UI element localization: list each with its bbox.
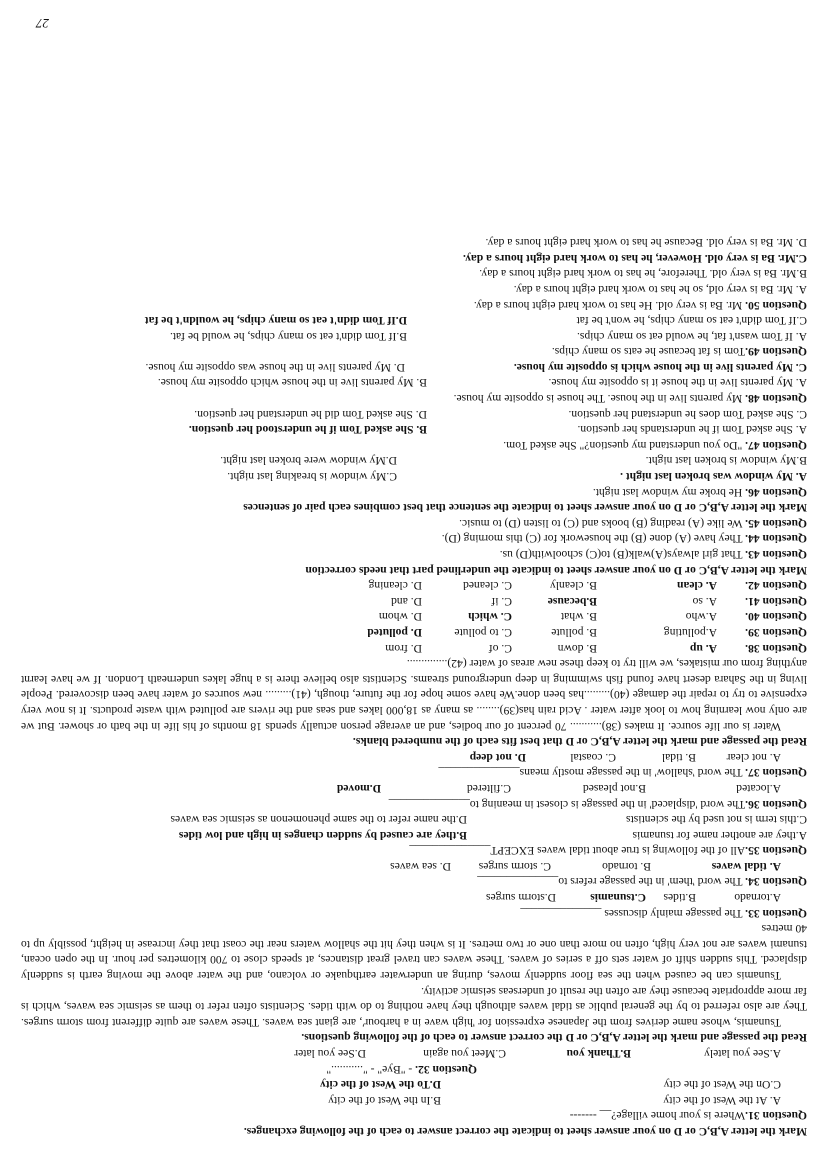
q34-label: Question 34. <box>745 875 807 889</box>
q37-option-b: B. tidal <box>661 750 696 764</box>
q50-option-b: B.Mr. Ba is very old. Therefore, he has to work hard eight hours a day. <box>479 267 807 281</box>
q38-option-c: C. of <box>488 641 512 655</box>
q37-option-a: A. not clear <box>726 750 781 764</box>
q38-option-d: D. from <box>385 641 422 655</box>
q41-row <box>21 593 807 609</box>
q42-option-b: B. cleanly <box>549 579 597 593</box>
q38-option-a: A. up <box>689 641 717 655</box>
q46-option-a: A. My window was broken last night . <box>620 470 807 484</box>
q34-option-d: D. sea waves <box>390 859 451 873</box>
q50-option-a: A. Mr. Ba is very old, so he has to work hard eight hours a day. <box>513 282 807 296</box>
q47-options-row-1 <box>21 422 807 438</box>
q50-label: Question 50. <box>745 298 807 312</box>
q32-stem <box>21 1061 807 1077</box>
q33-option-a: A.tornado <box>734 891 781 905</box>
q39-label: Question 39. <box>745 626 807 639</box>
q32-label: Question 32. <box>415 1062 477 1076</box>
q36-option-a: A.located <box>736 781 781 795</box>
q48-label: Question 48. <box>745 392 807 406</box>
q43-line <box>21 546 807 562</box>
q50-option-c: C.Mr. Ba is very old. However, he has to work hard eight hours a day. <box>462 251 807 265</box>
q47-stem <box>21 437 807 453</box>
q34-option-a: A. tidal waves <box>711 859 781 873</box>
q35-stem <box>21 843 807 859</box>
q40-option-d: D. whom <box>378 610 422 624</box>
tsunami-paragraph-2: Tsunamis can be caused when the sea floor suddenly moves, during an underwater earthquake or volcano, and the water above the moving earth is suddenly displaced. This sudden shift of water sets off a series of waves. These waves can travel great distances, at speeds close to 700 kilometres per hour. In the open ocean, tsunami waves are not very high, often no more than one or two metres. It is when they hit the shallow waters near the coast that they increase in height, possibly up to 40 metres <box>21 922 807 983</box>
section-2-header: Read the passage and mark the letter A,B,C or D the correct answer to each of the following questions. <box>301 1031 807 1045</box>
q48-options-row-2 <box>21 359 807 375</box>
q36-stem <box>21 796 807 812</box>
section-4-header: Mark the letter A,B,C or D on your answer sheet to indicate the underlined part that needs correction <box>305 563 807 577</box>
q46-options-row-2 <box>21 453 807 469</box>
q46-option-b: B.My window is broken last night. <box>645 454 807 468</box>
q49-text: Tom is fat because he eats so many chips. <box>551 345 746 359</box>
q35-text: All of the following is true about tidal waves EXCEPT______________ <box>409 844 746 858</box>
q31-options-row-1 <box>21 1092 807 1108</box>
q41-option-b: B.because <box>547 594 597 608</box>
q48-option-c: C. My parents live in the house which is opposite my house. <box>513 360 807 374</box>
q36-option-d: D.moved <box>336 781 381 795</box>
q46-stem <box>21 484 807 500</box>
q42-option-a: A. clean <box>677 579 717 593</box>
q36-text: The word 'displaced' in the passage is closest in meaning to______________ <box>388 797 746 811</box>
q46-option-c: C.My window is breaking last night. <box>227 470 397 484</box>
q31-label: Question 31. <box>745 1109 807 1123</box>
page-number: 27 <box>36 16 49 31</box>
q32-option-a: A.See you lately <box>704 1047 781 1061</box>
q41-label: Question 41. <box>745 594 807 608</box>
q43-text: That girl always(A)walk(B) to(C) schoolwith(D) us. <box>499 548 743 562</box>
q32-text: - "Bye" - "..........." <box>326 1062 413 1076</box>
q35-option-b: B.they are caused by sudden changes in high and low tides <box>178 828 467 842</box>
q35-option-c: C.this term is not used by the scientists <box>626 813 807 827</box>
q40-option-b: B. what <box>560 610 597 624</box>
q46-options-row-1 <box>21 468 807 484</box>
q38-option-b: B. down <box>557 641 597 655</box>
q33-stem <box>21 905 807 921</box>
section-5-header: Mark the letter A,B,C or D on your answer sheet to indicate the sentence that best combines each pair of sentences <box>243 501 807 515</box>
q42-option-d: D. cleaning <box>368 579 422 593</box>
q37-option-d: D. not deep <box>469 750 526 764</box>
section-1-header: Mark the letter A,B,C or D on your answer sheet to indicate the correct answer to each of the following exchanges. <box>243 1125 807 1138</box>
q35-options-row-2 <box>21 812 807 828</box>
q49-label: Question 49. <box>745 345 807 359</box>
q36-label: Question 36. <box>745 797 807 811</box>
q46-text: He broke my window last night. <box>592 485 743 499</box>
q39-row <box>21 624 807 640</box>
q42-label: Question 42. <box>745 579 807 593</box>
q34-option-b: B. tornado <box>602 859 651 873</box>
q39-option-c: C. to pollute <box>454 626 512 639</box>
q40-option-c: C. which <box>468 610 512 624</box>
q45-text: We like (A) reading (B) books and (C) to listen (D) to music. <box>459 516 743 530</box>
document-body <box>21 235 807 1139</box>
q46-option-d: D.My window were broken last night. <box>220 454 397 468</box>
q35-options-row-1 <box>21 827 807 843</box>
q31-text: Where is your home village?__ ------- <box>569 1109 746 1123</box>
q47-options-row-2 <box>21 406 807 422</box>
q36-option-c: C.filtered <box>466 781 511 795</box>
q42-option-c: C. cleaned <box>463 579 512 593</box>
q50-option-d: D. Mr. Ba is very old. Because he has to work hard eight hours a day. <box>485 236 807 250</box>
q33-option-b: B.tides <box>663 891 696 905</box>
q34-stem <box>21 874 807 890</box>
q39-option-b: B. pollute <box>551 626 597 639</box>
q49-options-row-2 <box>21 313 807 329</box>
q48-option-a: A. My parents live in the house it is opposite my house. <box>548 376 807 390</box>
q49-stem <box>21 344 807 360</box>
q38-label: Question 38. <box>745 641 807 655</box>
q46-label: Question 46. <box>745 485 807 499</box>
q35-label: Question 35. <box>745 844 807 858</box>
q33-option-c: C.tsunamis <box>590 891 646 905</box>
q47-option-c: C. She asked Tom does he understand her question. <box>568 407 807 421</box>
q45-label: Question 45. <box>745 516 807 530</box>
q47-text: "Do you understand my question?" She asked Tom. <box>503 438 743 452</box>
q50-stem <box>21 297 807 313</box>
q48-option-d: D. My parents live in the house was opposite my house. <box>145 360 405 374</box>
q40-label: Question 40. <box>745 610 807 624</box>
q50-text: Mr. Ba is very old. He has to work hard eight hours a day. <box>473 298 743 312</box>
q31-option-a: A. At the West of the city <box>663 1093 781 1107</box>
q48-options-row-1 <box>21 375 807 391</box>
q33-text: The passage mainly discusses ______________ <box>520 906 743 920</box>
q35-option-d: D.the name refer to the same phenomenon as seismic sea waves <box>170 813 467 827</box>
q40-option-a: A.who <box>685 610 717 624</box>
q31-stem <box>21 1108 807 1124</box>
q37-label: Question 37. <box>745 766 807 780</box>
q32-option-c: C.Meet you again <box>423 1047 506 1061</box>
q31-option-d: D.To the West of the city <box>319 1078 441 1092</box>
q43-label: Question 43. <box>745 548 807 562</box>
water-passage: Water is our life source. It makes (38)........... 70 percent of our bodies, and an average person actually spends 18 months of his life in the bath or shower. But we are only now learning how to look after water . Acid rain has(39)........ as many as 18,000 lakes and seas and the rivers are polluted with waste products. It is now very expensive to try to repair the damage (40).........has been done.We have some hope for the future, though, (41)......... new sources of water have been discovered. People living in the Sahara desert have found fish swimming in deep underground streams. Scientists also believe there is a huge lakes underneath London. If we have learnt anything from our mistakes, we will try to keep these new areas of water (42).............. <box>21 657 807 733</box>
section-3-header: Read the passage and mark the letter A,B,C or D that best fits each of the numbered blanks. <box>352 735 807 749</box>
tsunami-paragraph-1: Tsunamis, whose name derives from the Japanese expression for 'high wave in a harbour', are giant sea waves. These waves are quite different from storm surges. They are also referred to by the general public as tidal waves although they have nothing to do with tides. Scientists often refer to them as seismic sea waves, which is far more appropriate because they are often the result of underseas seismic activity. <box>21 984 807 1029</box>
q31-option-c: C.On the West of the city <box>663 1078 781 1092</box>
q34-text: The word 'them' in the passage refers to______________ <box>477 875 743 889</box>
q36-options <box>21 780 807 796</box>
q40-row <box>21 609 807 625</box>
q38-row <box>21 640 807 656</box>
q35-option-a: A.they are another name for tsunamis <box>632 828 807 842</box>
q49-options-row-1 <box>21 328 807 344</box>
q47-option-d: D. She asked Tom did he understand her question. <box>194 407 427 421</box>
q45-line <box>21 515 807 531</box>
q37-stem <box>21 765 807 781</box>
q48-text: My parents live in the house. The house is opposite my house. <box>453 392 743 406</box>
q47-option-b: B. She asked Tom if he understood her question. <box>188 423 427 437</box>
q44-label: Question 44. <box>745 532 807 546</box>
q47-option-a: A. She asked Tom if he understands her question. <box>577 423 807 437</box>
q31-options-row-2 <box>21 1077 807 1093</box>
q48-option-b: B. My parents live in the house which opposite my house. <box>157 376 427 390</box>
q37-text: The word 'shallow' in the passage mostly means______________ <box>438 766 743 780</box>
q49-option-b: B.If Tom didn't eat so many chips, he would be fat. <box>169 329 407 343</box>
q49-option-d: D.If Tom didn't eat so many chips, he wouldn't be fat <box>144 314 407 328</box>
q49-option-c: C.If Tom didn't eat so many chips, he won't be fat <box>576 314 807 328</box>
q48-stem <box>21 391 807 407</box>
q34-options <box>21 858 807 874</box>
q34-option-c: C. storm surges <box>478 859 551 873</box>
q41-option-d: D. and <box>391 594 422 608</box>
q33-label: Question 33. <box>745 906 807 920</box>
q32-option-b: B.Thank you <box>566 1047 631 1061</box>
q39-option-a: A.polluting <box>663 626 717 639</box>
q36-option-b: B.not pleased <box>582 781 646 795</box>
q37-options <box>21 749 807 765</box>
q49-option-a: A. If Tom wasn't fat, he would eat so many chips. <box>577 329 807 343</box>
q33-options <box>21 890 807 906</box>
q32-options <box>21 1045 807 1061</box>
q32-option-d: D.See you later <box>294 1047 366 1061</box>
q42-row <box>21 578 807 594</box>
q44-line <box>21 531 807 547</box>
q41-option-a: A. so <box>692 594 717 608</box>
q37-option-c: C. coastal <box>570 750 616 764</box>
q41-option-c: C. if <box>491 594 512 608</box>
q39-option-d: D. polluted <box>367 626 422 639</box>
q44-text: They have (A) done (B) the housework for (C) this morning (D). <box>441 532 743 546</box>
q31-option-b: B.In the West of the city <box>328 1093 441 1107</box>
q33-option-d: D.storm surges <box>486 891 556 905</box>
q47-label: Question 47. <box>745 438 807 452</box>
